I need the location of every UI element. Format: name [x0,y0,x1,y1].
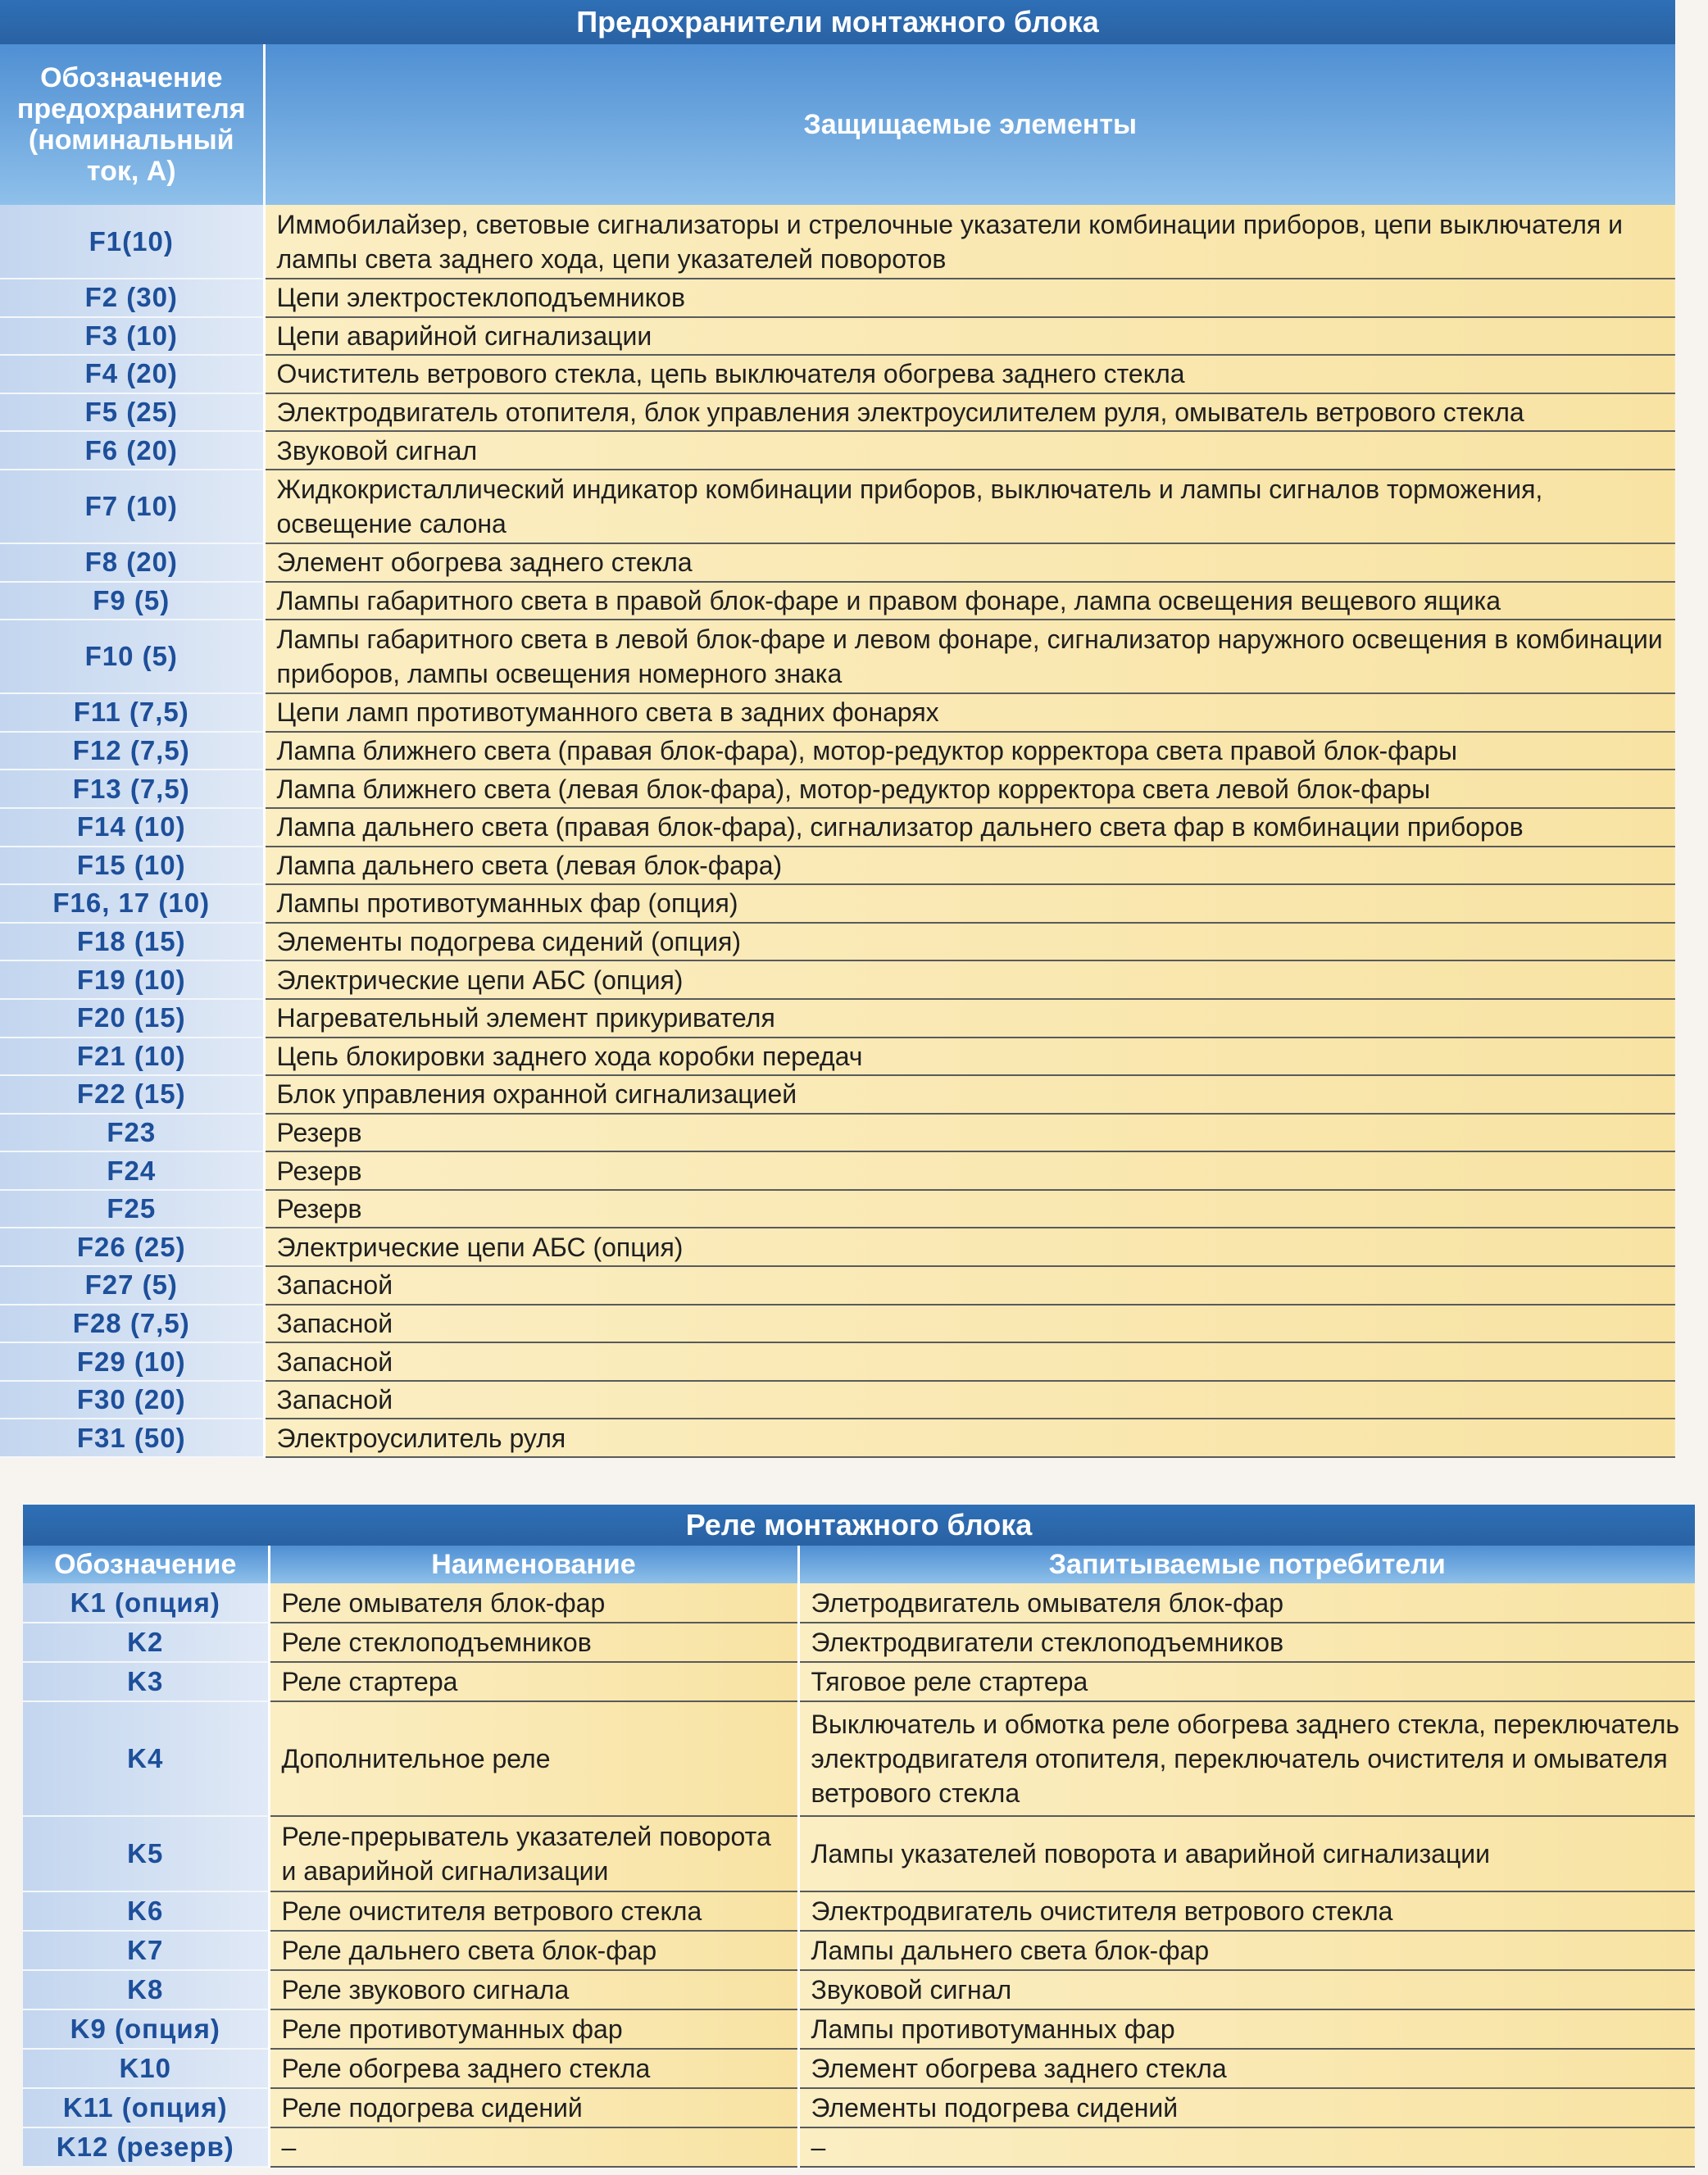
fuse-description: Цепи ламп противотуманного света в задних фонарях [264,693,1675,732]
relay-name: Реле стеклоподъемников [269,1623,798,1662]
fuse-row [0,543,1675,582]
fuse-description: Запасной [264,1342,1675,1381]
fuse-code: F27 (5) [0,1266,264,1305]
relay-code: K7 [23,1931,269,1970]
fuse-code: F22 (15) [0,1075,264,1114]
relay-row [23,1623,1695,1662]
relay-consumers-column-header: Запитываемые потребители [798,1546,1695,1583]
fuse-code: F18 (15) [0,923,264,961]
fuse-code: F4 (20) [0,355,264,393]
relay-name: Реле звукового сигнала [269,1970,798,2009]
fuse-description: Лампа дальнего света (правая блок-фара), сигнализатор дальнего света фар в комбинации приборов [264,808,1675,847]
fuse-description: Лампы габаритного света в правой блок-фаре и правом фонаре, лампа освещения вещевого ящика [264,582,1675,620]
relay-consumers: Электродвигатели стеклоподъемников [798,1623,1695,1662]
relay-consumers: Лампы противотуманных фар [798,2009,1695,2049]
fuse-code: F12 (7,5) [0,732,264,770]
fuse-row [0,732,1675,770]
relay-name: Реле противотуманных фар [269,2009,798,2049]
fuse-row [0,693,1675,732]
fuse-description: Электрические цепи АБС (опция) [264,1228,1675,1266]
fuse-description: Цепи электростеклоподъемников [264,279,1675,317]
fuse-description: Элемент обогрева заднего стекла [264,543,1675,582]
relay-name: Дополнительное реле [269,1701,798,1816]
fuse-row [0,393,1675,432]
fuse-description: Электрические цепи АБС (опция) [264,960,1675,999]
relay-consumers: Звуковой сигнал [798,1970,1695,2009]
fuse-row [0,923,1675,961]
fuse-description: Цепи аварийной сигнализации [264,317,1675,356]
fuse-row [0,1038,1675,1076]
fuse-description: Блок управления охранной сигнализацией [264,1075,1675,1114]
fuse-row [0,1228,1675,1266]
fuse-description: Лампа дальнего света (левая блок-фара) [264,847,1675,885]
fuse-description: Запасной [264,1305,1675,1343]
fuse-code: F24 [0,1151,264,1190]
fuse-row [0,279,1675,317]
relay-consumers: Выключатель и обмотка реле обогрева заднего стекла, переключатель электродвигателя отопителя, переключатель очистителя и омывателя ветрового стекла [798,1701,1695,1816]
fuse-description: Запасной [264,1266,1675,1305]
fuse-code: F28 (7,5) [0,1305,264,1343]
fuse-row [0,770,1675,808]
relay-code: K2 [23,1623,269,1662]
relay-name: Реле подогрева сидений [269,2088,798,2127]
fuse-row [0,884,1675,923]
fuse-row [0,470,1675,543]
fuse-row [0,1114,1675,1152]
fuse-row [0,1305,1675,1343]
fuse-row [0,1419,1675,1457]
relay-name-column-header: Наименование [269,1546,798,1583]
relay-name: Реле стартера [269,1662,798,1701]
fuse-code: F21 (10) [0,1038,264,1076]
relay-row [23,1970,1695,2009]
relay-name: Реле дальнего света блок-фар [269,1931,798,1970]
relay-table-title: Реле монтажного блока [23,1505,1695,1546]
fuse-description: Лампы противотуманных фар (опция) [264,884,1675,923]
fuse-row [0,1381,1675,1419]
fuse-table-title: Предохранители монтажного блока [0,0,1675,44]
fuse-row [0,1266,1675,1305]
relay-code: K5 [23,1816,269,1891]
fuse-description: Резерв [264,1151,1675,1190]
relay-row [23,1583,1695,1623]
relay-row [23,2049,1695,2088]
fuse-row [0,582,1675,620]
relay-code: K10 [23,2049,269,2088]
fuse-description: Резерв [264,1190,1675,1228]
relay-consumers: Элемент обогрева заднего стекла [798,2049,1695,2088]
relay-table [23,1505,1695,2168]
fuse-row [0,1075,1675,1114]
fuse-description: Нагревательный элемент прикуривателя [264,999,1675,1038]
relay-code: K9 (опция) [23,2009,269,2049]
relay-code: K4 [23,1701,269,1816]
fuse-row [0,431,1675,470]
relay-row [23,2009,1695,2049]
relay-consumers: Элементы подогрева сидений [798,2088,1695,2127]
relay-row [23,2088,1695,2127]
relay-row [23,1891,1695,1931]
relay-code: K12 (резерв) [23,2127,269,2167]
fuse-code: F13 (7,5) [0,770,264,808]
fuse-description: Резерв [264,1114,1675,1152]
fuse-code: F29 (10) [0,1342,264,1381]
relay-code: K6 [23,1891,269,1931]
fuse-description: Цепь блокировки заднего хода коробки передач [264,1038,1675,1076]
relay-name: – [269,2127,798,2167]
relay-code-column-header: Обозначение [23,1546,269,1583]
fuse-code: F23 [0,1114,264,1152]
relay-consumers: Тяговое реле стартера [798,1662,1695,1701]
fuse-code: F3 (10) [0,317,264,356]
fuse-code: F5 (25) [0,393,264,432]
fuse-description: Звуковой сигнал [264,431,1675,470]
fuse-description: Электродвигатель отопителя, блок управления электроусилителем руля, омыватель ветрового стекла [264,393,1675,432]
fuse-code: F6 (20) [0,431,264,470]
relay-name: Реле очистителя ветрового стекла [269,1891,798,1931]
fuse-row [0,205,1675,279]
relay-row [23,1701,1695,1816]
fuse-code: F19 (10) [0,960,264,999]
fuse-code: F15 (10) [0,847,264,885]
fuse-row [0,620,1675,693]
fuse-description: Иммобилайзер, световые сигнализаторы и стрелочные указатели комбинации приборов, цепи выключателя и лампы света заднего хода, цепи указателей поворотов [264,205,1675,279]
fuse-row [0,847,1675,885]
fuse-code: F30 (20) [0,1381,264,1419]
fuse-code: F31 (50) [0,1419,264,1457]
fuse-description: Лампа ближнего света (левая блок-фара), мотор-редуктор корректора света левой блок-фары [264,770,1675,808]
relay-row [23,1816,1695,1891]
fuse-code: F8 (20) [0,543,264,582]
fuse-code-column-header: Обозначение предохранителя (номинальный ток, А) [0,44,264,205]
fuse-description: Элементы подогрева сидений (опция) [264,923,1675,961]
fuse-description: Лампа ближнего света (правая блок-фара), мотор-редуктор корректора света правой блок-фары [264,732,1675,770]
fuse-description: Жидкокристаллический индикатор комбинации приборов, выключатель и лампы сигналов торможения, освещение салона [264,470,1675,543]
fuse-row [0,999,1675,1038]
fuse-row [0,960,1675,999]
fuse-row [0,808,1675,847]
fuse-row [0,1190,1675,1228]
fuse-code: F9 (5) [0,582,264,620]
fuse-row [0,1151,1675,1190]
relay-row [23,2127,1695,2167]
fuse-code: F16, 17 (10) [0,884,264,923]
relay-code: K8 [23,1970,269,2009]
fuse-code: F11 (7,5) [0,693,264,732]
fuse-code: F7 (10) [0,470,264,543]
relay-row [23,1931,1695,1970]
fuse-description: Лампы габаритного света в левой блок-фаре и левом фонаре, сигнализатор наружного освещения в комбинации приборов, лампы освещения номерного знака [264,620,1675,693]
fuse-description: Запасной [264,1381,1675,1419]
relay-consumers: Электродвигатель очистителя ветрового стекла [798,1891,1695,1931]
relay-name: Реле обогрева заднего стекла [269,2049,798,2088]
relay-code: K11 (опция) [23,2088,269,2127]
relay-consumers: Лампы дальнего света блок-фар [798,1931,1695,1970]
fuse-row [0,1342,1675,1381]
relay-consumers: Лампы указателей поворота и аварийной сигнализации [798,1816,1695,1891]
fuse-code: F10 (5) [0,620,264,693]
fuse-code: F26 (25) [0,1228,264,1266]
relay-name: Реле-прерыватель указателей поворота и аварийной сигнализации [269,1816,798,1891]
fuse-row [0,317,1675,356]
fuse-code: F25 [0,1190,264,1228]
fuse-description: Электроусилитель руля [264,1419,1675,1457]
relay-consumers: Элетродвигатель омывателя блок-фар [798,1583,1695,1623]
relay-name: Реле омывателя блок-фар [269,1583,798,1623]
fuse-code: F14 (10) [0,808,264,847]
fuse-row [0,355,1675,393]
fuse-desc-column-header: Защищаемые элементы [264,44,1675,205]
fuse-description: Очиститель ветрового стекла, цепь выключателя обогрева заднего стекла [264,355,1675,393]
fuse-code: F1(10) [0,205,264,279]
relay-code: K1 (опция) [23,1583,269,1623]
relay-consumers: – [798,2127,1695,2167]
relay-row [23,1662,1695,1701]
relay-code: K3 [23,1662,269,1701]
fuse-code: F2 (30) [0,279,264,317]
fuse-code: F20 (15) [0,999,264,1038]
